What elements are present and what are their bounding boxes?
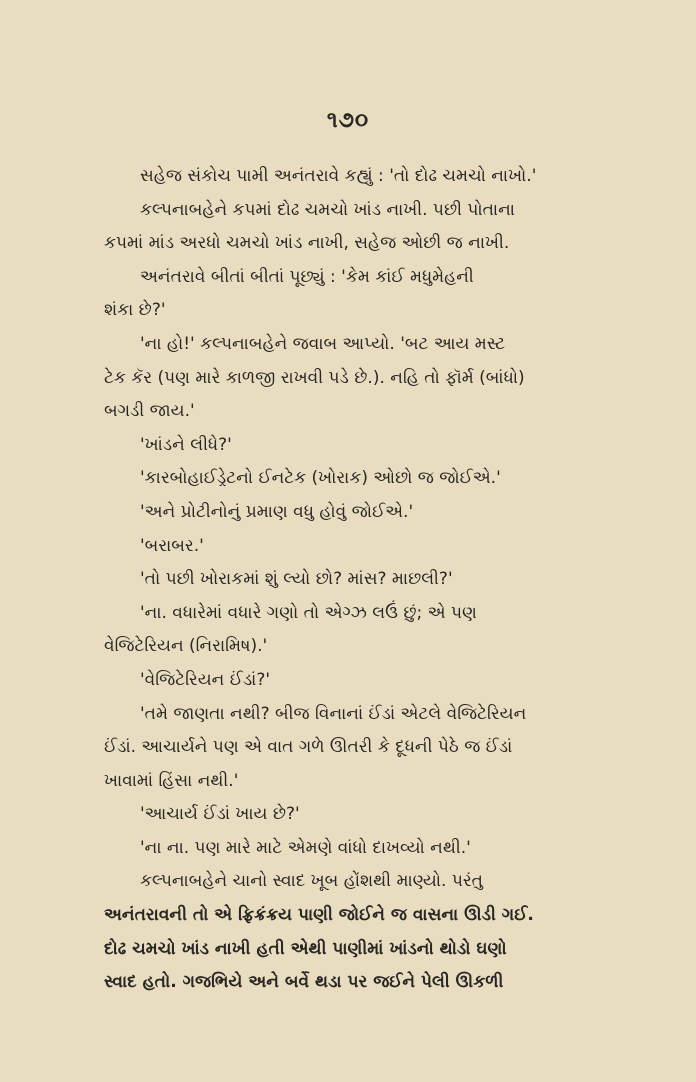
text-line: 'તમે જાણતા નથી? બીજ વિનાનાં ઈંડાં એટલે વેજિટેરિયન — [140, 703, 527, 724]
text-line: 'તો પછી ખોરાકમાં શું લ્યો છો? માંસ? માછલી?' — [140, 569, 453, 590]
text-line: કપમાં માંડ અરધો ચમચો ખાંડ નાખી, સહેજ ઓછી જ નાખી. — [104, 233, 510, 254]
text-line: ઈંડાં. આચાર્યને પણ એ વાત ગળે ઊતરી કે દૂધની પેઠે જ ઈંડાં — [104, 737, 513, 758]
text-line: બગડી જાય.' — [104, 401, 195, 422]
text-line: 'ખાંડને લીધે?' — [140, 434, 232, 455]
page-number: ૧૭૦ — [326, 108, 370, 133]
text-line: વેજિટેરિયન (નિરામિષ).' — [104, 636, 268, 657]
text-line: 'બરાબર.' — [140, 535, 204, 556]
body-text — [104, 160, 636, 1000]
text-line: દોઢ ચમચો ખાંડ નાખી હતી એથી પાણીમાં ખાંડનો થોડો ઘણો — [104, 938, 507, 959]
text-line: કલ્પનાબહેને ચાનો સ્વાદ ખૂબ હોંશથી માણ્યો. પરંતુ — [140, 871, 483, 892]
text-line: 'ના હો!' કલ્પનાબહેને જવાબ આપ્યો. 'બટ આય મસ્ટ — [140, 333, 506, 354]
text-line: સ્વાદ હતો. ગજભિયે અને બર્વે થડા પર જઈને પેલી ઊકળી — [104, 972, 504, 993]
text-line: ટેક કૅર (પણ મારે કાળજી રાખવી પડે છે.). નહિ તો ફૉર્મ (બાંધો) — [104, 367, 525, 388]
text-line: 'અને પ્રોટીનોનું પ્રમાણ વધુ હોવું જોઈએ.' — [140, 501, 414, 522]
text-line: અનંતરાવે બીતાં બીતાં પૂછ્યું : 'કેમ કાંઈ મધુમેહની — [140, 266, 474, 287]
text-line: કલ્પનાબહેને કપમાં દોઢ ચમચો ખાંડ નાખી. પછી પોતાના — [140, 199, 515, 220]
text-line: અનંતરાવની તો એ ફ્રિક્રંક્રય પાણી જોઈને જ વાસના ઊડી ગઈ. — [104, 905, 534, 926]
text-line: ખાવામાં હિંસા નથી.' — [104, 770, 239, 791]
text-line: શંકા છે?' — [104, 300, 166, 321]
text-line: 'વેજિટેરિયન ઈંડાં?' — [140, 669, 271, 690]
text-line: સહેજ સંકોચ પામી અનંતરાવે કહ્યું : 'તો દોઢ ચમચો નાખો.' — [140, 166, 537, 186]
text-line: 'આચાર્ય ઈંડાં ખાય છે?' — [140, 804, 300, 825]
text-line: 'ના ના. પણ મારે માટે એમણે વાંધો દાખવ્યો નથી.' — [140, 837, 471, 858]
text-line: 'કારબોહાઈડ્રેટનો ઈનટેક (ખોરાક) ઓછો જ જોઈએ.' — [140, 468, 501, 489]
text-line: 'ના. વધારેમાં વધારે ગણો તો એગ્ઝ લઉં છું; એ પણ — [140, 602, 477, 623]
